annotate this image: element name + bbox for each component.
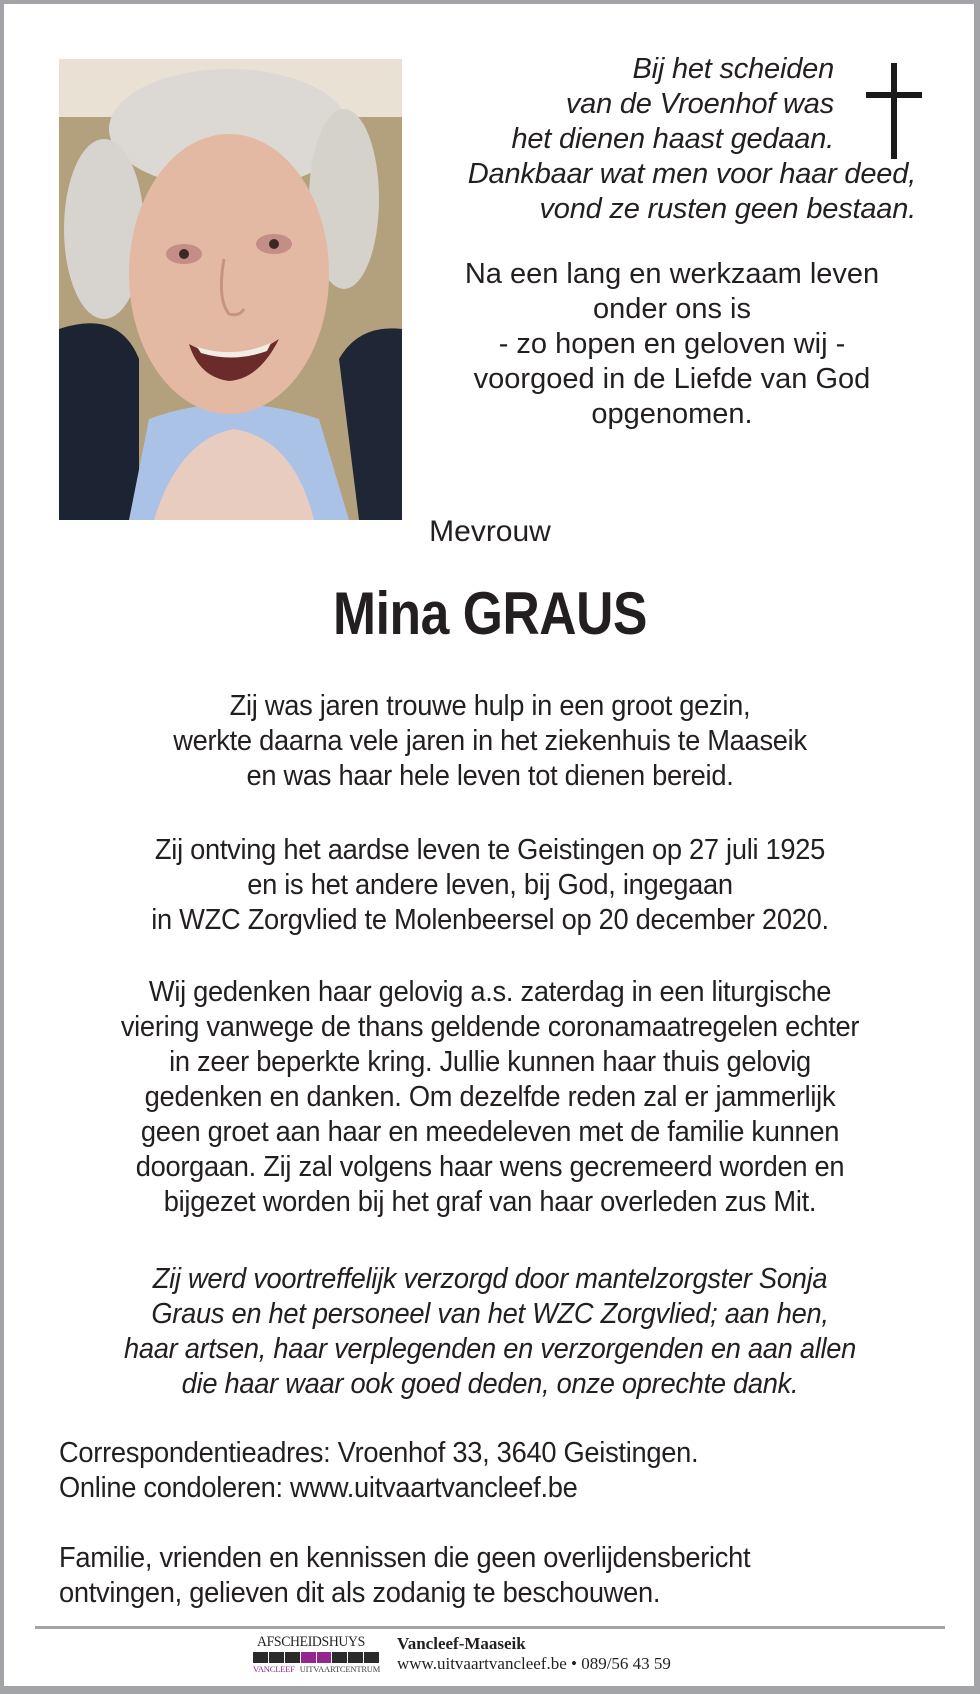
paragraph-line: doorgaan. Zij zal volgens haar wens gecremeerd worden en: [135, 1151, 845, 1183]
poem-line: van de Vroenhof was: [565, 88, 834, 120]
intro-line: Na een lang en werkzaam leven: [464, 258, 880, 290]
paragraph-line: en was haar hele leven tot dienen bereid.: [246, 760, 734, 792]
logo-title: AFSCHEIDSHUYS: [256, 1634, 365, 1650]
intro-line: opgenomen.: [591, 398, 753, 430]
paragraph-line: Zij werd voortreffelijk verzorgd door mantelzorgster Sonja: [152, 1263, 828, 1295]
paragraph-line: in zeer beperkte kring. Jullie kunnen haar thuis gelovig: [169, 1046, 811, 1078]
paragraph-line: werkte daarna vele jaren in het ziekenhuis te Maaseik: [173, 725, 807, 757]
poem-line: Bij het scheiden: [632, 53, 834, 85]
funeral-home-info: [397, 1634, 797, 1674]
intro-line: - zo hopen en geloven wij -: [498, 328, 846, 360]
thanks-paragraph: [67, 1262, 913, 1402]
notice-line: Familie, vrienden en kennissen die geen overlijdensbericht: [59, 1542, 751, 1574]
deceased-name: Mina GRAUS: [333, 580, 647, 647]
paragraph-line: bijgezet worden bij het graf van haar overleden zus Mit.: [163, 1186, 817, 1218]
paragraph-line: in WZC Zorgvlied te Molenbeersel op 20 december 2020.: [151, 904, 829, 936]
paragraph-line: Zij ontving het aardse leven te Geistingen op 27 juli 1925: [154, 834, 826, 866]
paragraph-line: die haar waar ook goed deden, onze oprechte dank.: [181, 1368, 799, 1400]
notice-block: [59, 1541, 886, 1611]
funeral-home-name: Vancleef-Maaseik: [397, 1634, 526, 1653]
paragraph-line: Wij gedenken haar gelovig a.s. zaterdag in een liturgische: [148, 976, 832, 1008]
footer-divider: [35, 1626, 945, 1629]
logo-bar: [253, 1652, 379, 1663]
funeral-home-logo: [253, 1634, 379, 1674]
salutation: Mevrouw: [429, 515, 551, 548]
contact-block: [59, 1436, 886, 1506]
paragraph-line: haar artsen, haar verplegenden en verzorgenden en aan allen: [123, 1333, 857, 1365]
intro-text: [430, 257, 914, 432]
poem-line: het dienen haast gedaan.: [511, 123, 834, 155]
paragraph-line: viering vanwege de thans geldende coronamaatregelen echter: [120, 1011, 860, 1043]
dates-paragraph: [67, 833, 913, 938]
poem-line: Dankbaar wat men voor haar deed,: [467, 158, 916, 190]
correspondence-address: Correspondentieadres: Vroenhof 33, 3640 Geistingen.: [59, 1437, 699, 1469]
poem-line: vond ze rusten geen bestaan.: [539, 193, 916, 225]
paragraph-line: Graus en het personeel van het WZC Zorgvlied; aan hen,: [151, 1298, 829, 1330]
intro-line: voorgoed in de Liefde van God: [473, 363, 871, 395]
funeral-home-contact: www.uitvaartvancleef.be • 089/56 43 59: [397, 1654, 671, 1673]
paragraph-line: gedenken en danken. Om dezelfde reden zal er jammerlijk: [144, 1081, 836, 1113]
memorial-poem: [400, 52, 916, 227]
paragraph-line: Zij was jaren trouwe hulp in een groot gezin,: [229, 690, 751, 722]
intro-line: onder ons is: [593, 293, 751, 325]
online-condolence: Online condoleren: www.uitvaartvancleef.be: [59, 1472, 578, 1504]
portrait-photo: [59, 59, 402, 520]
notice-line: ontvingen, gelieven dit als zodanig te beschouwen.: [59, 1577, 661, 1609]
portrait-illustration: [59, 59, 402, 520]
paragraph-line: en is het andere leven, bij God, ingegaan: [247, 869, 733, 901]
life-paragraph: [67, 689, 913, 794]
logo-sub-left: VANCLEEF: [253, 1664, 295, 1674]
ceremony-paragraph: [67, 975, 913, 1220]
paragraph-line: geen groet aan haar en meedeleven met de familie kunnen: [140, 1116, 840, 1148]
logo-sub-right: UITVAARTCENTRUM: [299, 1664, 381, 1674]
logo-subtitle: [253, 1664, 379, 1674]
